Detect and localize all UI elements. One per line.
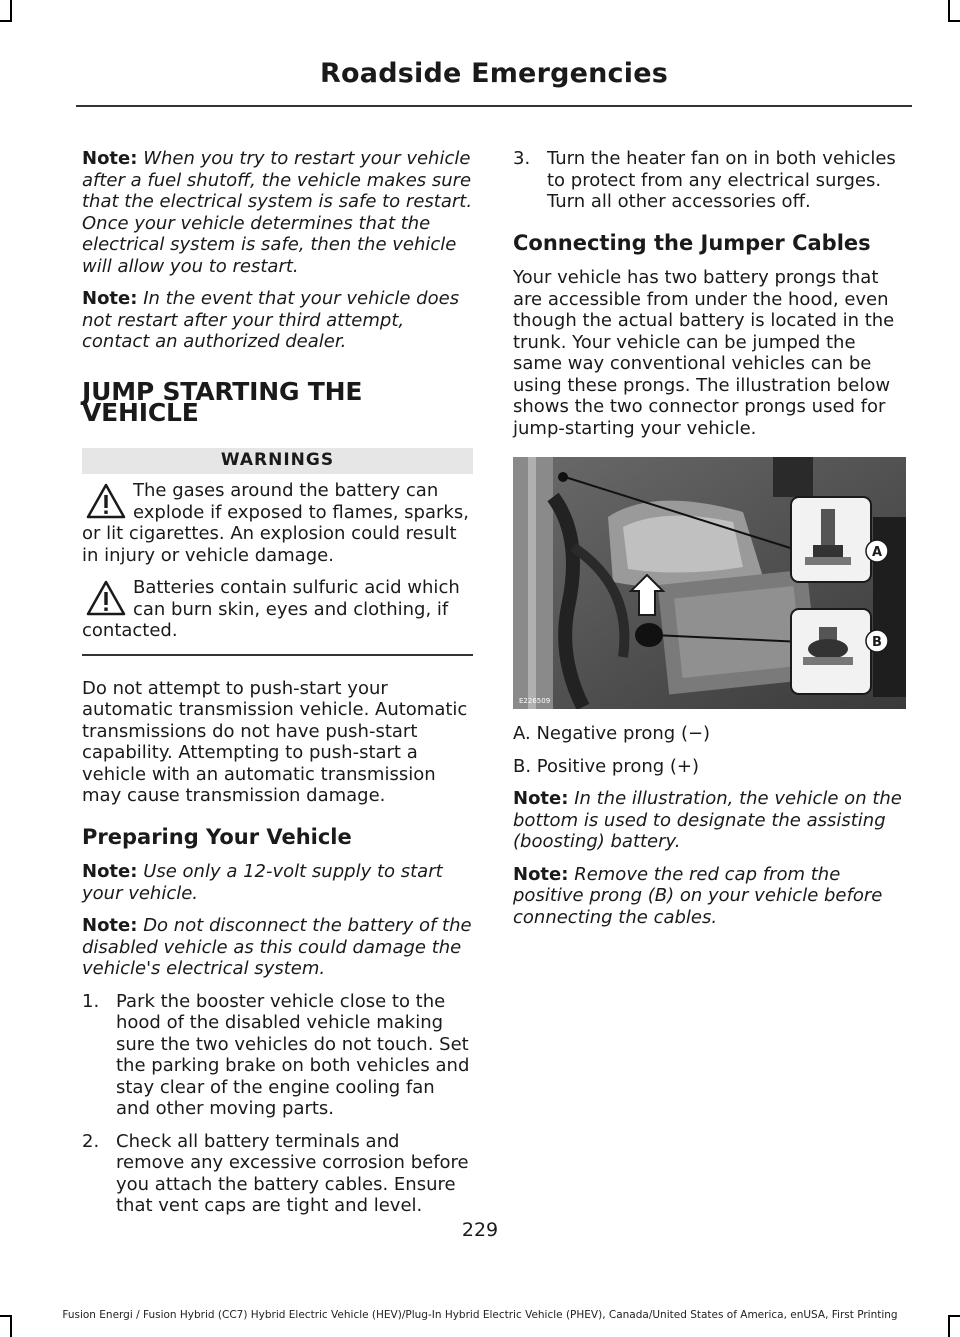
figure-label-a: A	[871, 545, 883, 560]
left-column	[82, 148, 473, 1228]
header-divider	[76, 105, 912, 107]
battery-prongs-illustration	[513, 457, 906, 709]
subheading-preparing: Preparing Your Vehicle	[82, 824, 352, 849]
legend-negative: A. Negative prong (−)	[513, 723, 711, 744]
prongs-paragraph: Your vehicle has two battery prongs that are accessible from under the hood, even though the actual battery is located in the trunk. Your vehicle can be jumped the same way conventional vehicles can be using these prongs. The illustration below shows the two connector prongs used for jump-starting your vehicle.	[513, 267, 895, 439]
footer-text: Fusion Energi / Fusion Hybrid (CC7) Hybrid Electric Vehicle (HEV)/Plug-In Hybrid Electric Vehicle (PHEV), Canada/United States of America, enUSA, First Printing	[62, 1309, 898, 1321]
list-item: 2. Check all battery terminals and remove any excessive corrosion before you attach the battery cables. Ensure that vent caps are tight and level.	[82, 1130, 469, 1216]
note-dealer: Note: In the event that your vehicle does not restart after your third attempt, contact an authorized dealer.	[82, 288, 460, 352]
push-start-paragraph: Do not attempt to push-start your automatic transmission vehicle. Automatic transmissions do not have push-start capability. Attempting to push-start a vehicle with an automatic transmission may cause transmission damage.	[82, 677, 468, 806]
steps-list-continued	[513, 148, 908, 213]
warning-item: The gases around the battery can explode if exposed to flames, sparks, or lit cigarettes. An explosion could result in injury or vehicle damage.	[82, 480, 469, 566]
warnings-heading: WARNINGS	[82, 448, 473, 475]
engine-bay-image	[513, 457, 906, 709]
list-item: 1. Park the booster vehicle close to the hood of the disabled vehicle making sure the two vehicles do not touch. Set the parking brake on both vehicles and stay clear of the engine cooling fan and other moving parts.	[82, 990, 470, 1119]
crop-mark-top-left-h	[0, 20, 12, 22]
page-number: 229	[461, 1219, 499, 1241]
figure-code: E226509	[519, 697, 551, 705]
list-item: 3. Turn the heater fan on in both vehicles to protect from any electrical surges. Turn all other accessories off.	[513, 148, 896, 212]
note-disconnect: Note: Do not disconnect the battery of the disabled vehicle as this could damage the vehicle's electrical system.	[82, 915, 472, 979]
warning-item: Batteries contain sulfuric acid which can burn skin, eyes and clothing, if contacted.	[82, 577, 460, 641]
note-red-cap: Note: Remove the red cap from the positive prong (B) on your vehicle before connecting the cables.	[513, 863, 883, 928]
crop-mark-top-right-h	[948, 20, 960, 22]
figure-label-b: B	[872, 635, 882, 650]
warning-triangle-icon	[86, 483, 126, 519]
note-restart: Note: When you try to restart your vehicle after a fuel shutoff, the vehicle makes sure that the electrical system is safe to restart. Once your vehicle determines that the electrical system is safe, then the vehicle will allow you to restart.	[82, 148, 473, 277]
section-title: JUMP STARTING THE VEHICLE	[82, 376, 363, 427]
steps-list	[82, 991, 473, 1217]
legend-positive: B. Positive prong (+)	[513, 755, 700, 777]
crop-mark-top-right	[948, 0, 950, 22]
warnings-divider	[82, 654, 473, 656]
crop-mark-top-left	[10, 0, 12, 22]
right-column	[513, 148, 908, 939]
page-header-title: Roadside Emergencies	[320, 58, 668, 89]
subheading-connecting: Connecting the Jumper Cables	[513, 230, 871, 255]
note-12-volt: Note: Use only a 12-volt supply to start your vehicle.	[82, 861, 443, 904]
note-illustration: Note: In the illustration, the vehicle on the bottom is used to designate the assisting (boosting) battery.	[513, 788, 902, 852]
warning-triangle-icon	[86, 580, 126, 616]
